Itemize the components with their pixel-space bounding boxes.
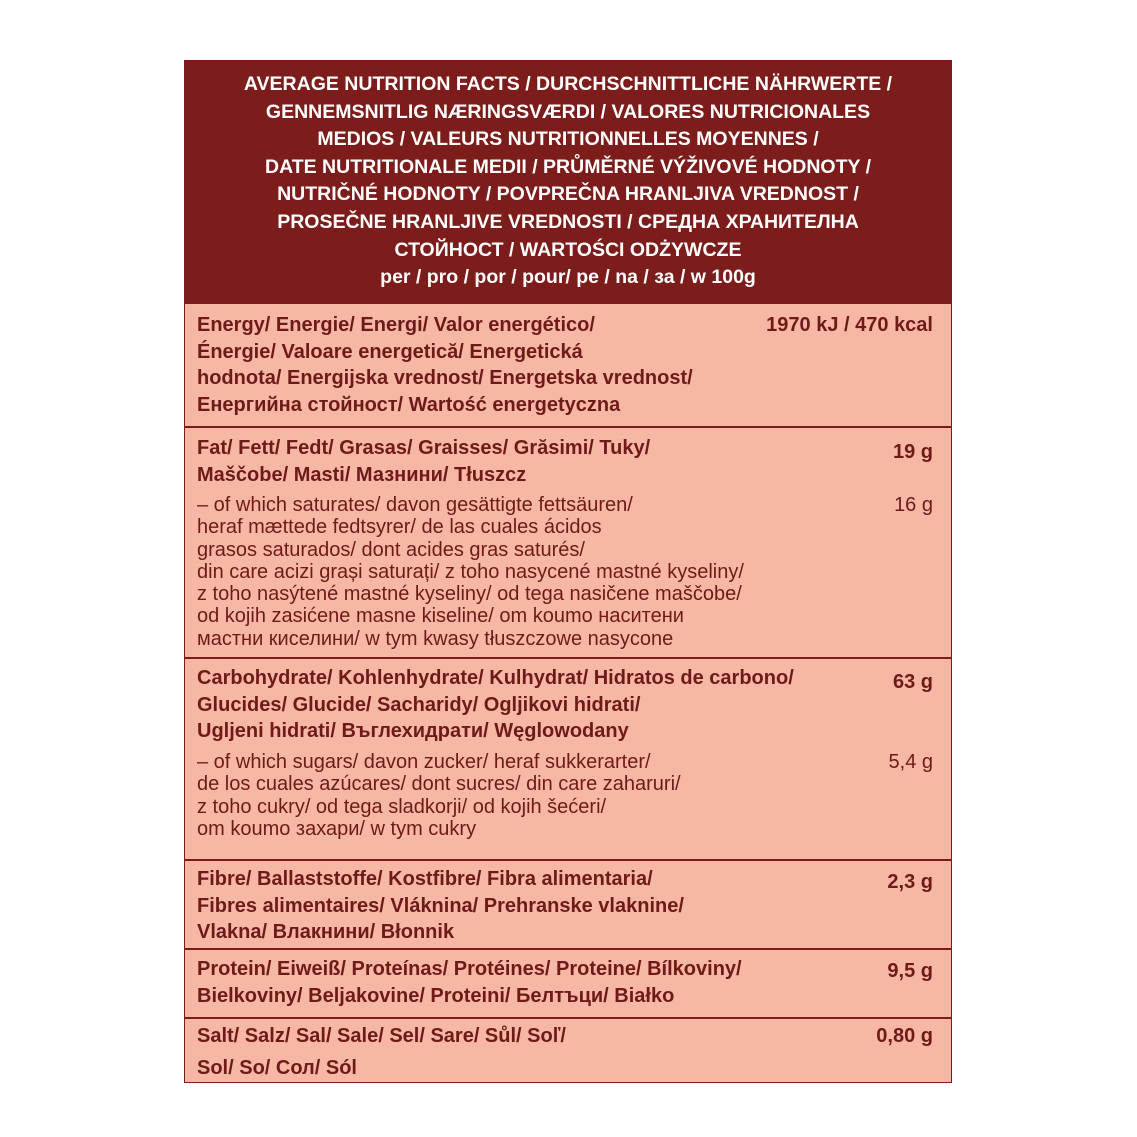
header-line: GENNEMSNITLIG NÆRINGSVÆRDI / VALORES NUTRICIONALES bbox=[265, 100, 871, 123]
fat-value: 19 g bbox=[892, 441, 933, 463]
label-line: Енергийна стойност/ Wartość energetyczna bbox=[197, 393, 621, 416]
label-line: z toho nasýtené mastné kyseliny/ od tega nasičene maščobe/ bbox=[197, 583, 742, 606]
label-line: мастни киселини/ w tym kwasy tłuszczowe nasycone bbox=[197, 627, 674, 650]
label-line: hodnota/ Energijska vrednost/ Energetska vrednost/ bbox=[197, 367, 693, 389]
fibre-label bbox=[197, 866, 684, 946]
label-line: Salt/ Salz/ Sal/ Sale/ Sel/ Sare/ Sůl/ Soľ/ bbox=[197, 1025, 566, 1047]
energy-row bbox=[185, 302, 951, 426]
label-line: Glucides/ Glucide/ Sacharidy/ Ogljikovi hidrati/ bbox=[197, 693, 641, 716]
header-line: СТОЙНОСТ / WARTOŚCI ODŻYWCZE bbox=[394, 238, 742, 261]
label-line: od kojih zasićene masne kiseline/ om koumo наситени bbox=[197, 605, 684, 628]
label-line: din care acizi grași saturați/ z toho nasycené mastné kyseliny/ bbox=[197, 560, 744, 583]
fibre-value: 2,3 g bbox=[887, 871, 933, 893]
label-line: om koumo захари/ w tym cukry bbox=[197, 817, 477, 840]
sugars-label bbox=[197, 751, 681, 840]
label-line: Energy/ Energie/ Energi/ Valor energético/ bbox=[197, 314, 595, 336]
label-line: – of which sugars/ davon zucker/ heraf sukkerarter/ bbox=[197, 751, 651, 773]
label-line: Fat/ Fett/ Fedt/ Grasas/ Graisses/ Grăsimi/ Tuky/ bbox=[197, 437, 651, 459]
label-line: Bielkoviny/ Beljakovine/ Proteini/ Белтъци/ Białko bbox=[197, 984, 675, 1007]
label-line: Carbohydrate/ Kohlenhydrate/ Kulhydrat/ Hidratos de carbono/ bbox=[197, 667, 794, 689]
carbohydrate-row bbox=[185, 657, 951, 859]
fat-label bbox=[197, 435, 650, 488]
label-line: z toho cukry/ od tega sladkorji/ od kojih šećeri/ bbox=[197, 795, 607, 818]
header-line: MEDIOS / VALEURS NUTRITIONNELLES MOYENNES / bbox=[317, 128, 819, 151]
header-line: DATE NUTRITIONALE MEDII / PRŮMĚRNÉ VÝŽIVOVÉ HODNOTY / bbox=[265, 155, 871, 178]
salt-value: 0,80 g bbox=[876, 1025, 933, 1047]
label-line: Énergie/ Valoare energetică/ Energetická bbox=[197, 340, 583, 363]
label-line: Maščobe/ Masti/ Мазнини/ Tłuszcz bbox=[197, 463, 527, 486]
label-line: Fibres alimentaires/ Vláknina/ Prehranske vlaknine/ bbox=[197, 894, 684, 917]
label-line: Vlakna/ Влакнини/ Błonnik bbox=[197, 921, 455, 943]
protein-label bbox=[197, 956, 742, 1009]
energy-label bbox=[197, 312, 693, 418]
carbohydrate-value: 63 g bbox=[892, 671, 933, 693]
label-line: Protein/ Eiweiß/ Proteínas/ Protéines/ Proteine/ Bílkoviny/ bbox=[197, 958, 742, 980]
nutrition-header bbox=[185, 61, 951, 302]
energy-value: 1970 kJ / 470 kcal bbox=[766, 314, 933, 336]
protein-value: 9,5 g bbox=[887, 960, 933, 982]
label-line: grasos saturados/ dont acides gras saturés/ bbox=[197, 538, 585, 561]
label-line: Sol/ So/ Сол/ Sól bbox=[197, 1056, 357, 1079]
carbohydrate-label bbox=[197, 665, 794, 745]
nutrition-panel bbox=[184, 60, 952, 1083]
header-line: NUTRIČNÉ HODNOTY / POVPREČNA HRANLJIVA VREDNOST / bbox=[277, 183, 859, 206]
header-line: PROSEČNE HRANLJIVE VREDNOSTI / СРЕДНА ХРАНИТЕЛНА bbox=[277, 210, 859, 233]
label-line: de los cuales azúcares/ dont sucres/ din care zaharuri/ bbox=[197, 773, 681, 796]
label-line: – of which saturates/ davon gesättigte fettsäuren/ bbox=[197, 494, 633, 516]
header-line: per / pro / por / pour/ pe / na / за / w 100g bbox=[380, 266, 756, 289]
label-line: Ugljeni hidrati/ Въглехидрати/ Węglowodany bbox=[197, 720, 629, 742]
label-line: Fibre/ Ballaststoffe/ Kostfibre/ Fibra alimentaria/ bbox=[197, 868, 653, 890]
saturates-label bbox=[197, 494, 744, 650]
header-line: AVERAGE NUTRITION FACTS / DURCHSCHNITTLICHE NÄHRWERTE / bbox=[243, 73, 893, 95]
label-line: heraf mættede fedtsyrer/ de las cuales ácidos bbox=[197, 516, 602, 539]
salt-label bbox=[197, 1023, 566, 1081]
fat-row bbox=[185, 426, 951, 657]
fibre-row bbox=[185, 859, 951, 948]
saturates-value: 16 g bbox=[894, 494, 933, 516]
protein-row bbox=[185, 948, 951, 1017]
sugars-value: 5,4 g bbox=[888, 751, 933, 773]
salt-row bbox=[185, 1017, 951, 1083]
